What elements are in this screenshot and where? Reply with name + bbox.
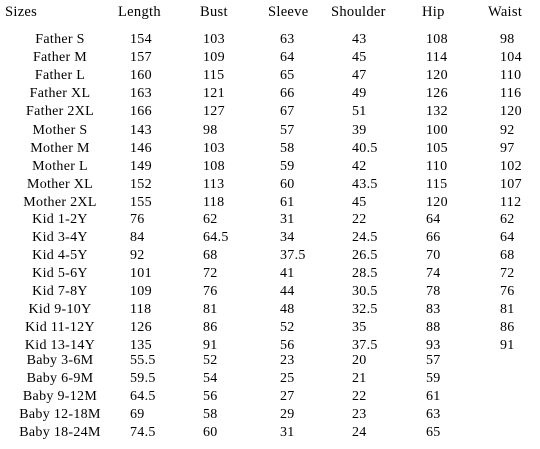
cell-bust: 54 [203,371,218,386]
cell-shoulder: 45 [352,50,367,65]
cell-shoulder: 43 [352,32,367,47]
cell-length: 74.5 [130,425,156,440]
cell-bust: 115 [203,68,225,83]
size-label: Kid 4-5Y [32,248,88,263]
cell-waist: 91 [500,338,515,353]
cell-hip: 105 [426,141,448,156]
cell-shoulder: 35 [352,320,367,335]
cell-bust: 121 [203,86,225,101]
size-label: Mother S [32,123,88,138]
cell-waist: 64 [500,230,515,245]
header-shoulder: Shoulder [331,4,386,20]
cell-sleeve: 63 [280,32,295,47]
cell-sleeve: 29 [280,407,295,422]
cell-sleeve: 25 [280,371,295,386]
cell-shoulder: 45 [352,195,367,210]
cell-length: 64.5 [130,389,156,404]
cell-shoulder: 37.5 [352,338,378,353]
cell-bust: 56 [203,389,218,404]
cell-sleeve: 31 [280,425,295,440]
cell-shoulder: 32.5 [352,302,378,317]
cell-bust: 103 [203,141,225,156]
cell-waist: 104 [500,50,522,65]
header-sleeve: Sleeve [268,4,309,20]
cell-bust: 113 [203,177,225,192]
cell-waist: 107 [500,177,522,192]
size-label: Baby 18-24M [19,425,101,440]
cell-length: 126 [130,320,152,335]
size-label: Kid 9-10Y [28,302,92,317]
size-label: Baby 9-12M [22,389,98,404]
cell-length: 154 [130,32,152,47]
cell-shoulder: 47 [352,68,367,83]
size-label: Kid 13-14Y [24,338,96,353]
cell-shoulder: 24.5 [352,230,378,245]
cell-shoulder: 39 [352,123,367,138]
cell-length: 55.5 [130,353,156,368]
cell-waist: 112 [500,195,522,210]
cell-bust: 76 [203,284,218,299]
size-label: Kid 7-8Y [32,284,88,299]
cell-sleeve: 60 [280,177,295,192]
cell-bust: 103 [203,32,225,47]
cell-hip: 126 [426,86,448,101]
cell-shoulder: 49 [352,86,367,101]
size-label: Father M [32,50,88,65]
cell-waist: 72 [500,266,515,281]
cell-waist: 97 [500,141,515,156]
cell-length: 163 [130,86,152,101]
cell-bust: 86 [203,320,218,335]
cell-waist: 98 [500,32,515,47]
cell-waist: 62 [500,212,515,227]
cell-sleeve: 37.5 [280,248,306,263]
cell-hip: 70 [426,248,441,263]
cell-hip: 57 [426,353,441,368]
size-label: Baby 6-9M [26,371,94,386]
size-label: Father L [34,68,86,83]
cell-sleeve: 66 [280,86,295,101]
cell-length: 92 [130,248,145,263]
cell-hip: 114 [426,50,448,65]
cell-sleeve: 61 [280,195,295,210]
cell-waist: 110 [500,68,522,83]
cell-sleeve: 64 [280,50,295,65]
size-label: Mother M [30,141,90,156]
cell-length: 101 [130,266,152,281]
cell-bust: 91 [203,338,218,353]
cell-bust: 64.5 [203,230,229,245]
cell-sleeve: 44 [280,284,295,299]
cell-sleeve: 52 [280,320,295,335]
cell-hip: 93 [426,338,441,353]
cell-waist: 102 [500,159,522,174]
cell-sleeve: 34 [280,230,295,245]
cell-shoulder: 20 [352,353,367,368]
size-label: Baby 3-6M [26,353,94,368]
size-label: Father 2XL [26,104,94,119]
size-label: Kid 11-12Y [25,320,95,335]
cell-shoulder: 51 [352,104,367,119]
cell-hip: 110 [426,159,448,174]
cell-sleeve: 59 [280,159,295,174]
size-label: Kid 5-6Y [32,266,88,281]
cell-waist: 92 [500,123,515,138]
cell-hip: 59 [426,371,441,386]
cell-shoulder: 30.5 [352,284,378,299]
size-label: Mother 2XL [23,195,97,210]
cell-length: 76 [130,212,145,227]
cell-hip: 120 [426,68,448,83]
size-label: Kid 3-4Y [32,230,88,245]
cell-length: 109 [130,284,152,299]
cell-length: 135 [130,338,152,353]
cell-sleeve: 48 [280,302,295,317]
cell-bust: 62 [203,212,218,227]
cell-bust: 118 [203,195,225,210]
cell-shoulder: 23 [352,407,367,422]
cell-hip: 100 [426,123,448,138]
header-sizes: Sizes [5,4,38,20]
cell-length: 69 [130,407,145,422]
cell-sleeve: 23 [280,353,295,368]
size-label: Baby 12-18M [19,407,101,422]
cell-hip: 61 [426,389,441,404]
cell-shoulder: 40.5 [352,141,378,156]
size-label: Kid 1-2Y [32,212,88,227]
cell-length: 152 [130,177,152,192]
cell-shoulder: 28.5 [352,266,378,281]
cell-waist: 120 [500,104,522,119]
cell-shoulder: 26.5 [352,248,378,263]
cell-length: 84 [130,230,145,245]
cell-shoulder: 42 [352,159,367,174]
cell-bust: 127 [203,104,225,119]
cell-hip: 120 [426,195,448,210]
cell-waist: 81 [500,302,515,317]
cell-sleeve: 27 [280,389,295,404]
cell-bust: 52 [203,353,218,368]
cell-hip: 74 [426,266,441,281]
cell-length: 149 [130,159,152,174]
cell-bust: 109 [203,50,225,65]
cell-bust: 60 [203,425,218,440]
cell-shoulder: 24 [352,425,367,440]
cell-shoulder: 43.5 [352,177,378,192]
cell-bust: 68 [203,248,218,263]
cell-sleeve: 56 [280,338,295,353]
cell-hip: 88 [426,320,441,335]
cell-sleeve: 58 [280,141,295,156]
cell-hip: 66 [426,230,441,245]
cell-length: 118 [130,302,152,317]
cell-hip: 132 [426,104,448,119]
cell-shoulder: 21 [352,371,367,386]
cell-bust: 98 [203,123,218,138]
size-label: Father XL [29,86,91,101]
cell-sleeve: 65 [280,68,295,83]
cell-hip: 108 [426,32,448,47]
cell-sleeve: 67 [280,104,295,119]
cell-waist: 116 [500,86,522,101]
cell-hip: 83 [426,302,441,317]
size-label: Father S [35,32,85,47]
cell-hip: 115 [426,177,448,192]
cell-bust: 58 [203,407,218,422]
cell-bust: 72 [203,266,218,281]
header-bust: Bust [200,4,228,20]
cell-sleeve: 41 [280,266,295,281]
cell-waist: 68 [500,248,515,263]
cell-shoulder: 22 [352,389,367,404]
cell-bust: 108 [203,159,225,174]
cell-waist: 86 [500,320,515,335]
cell-hip: 65 [426,425,441,440]
size-label: Mother L [32,159,88,174]
cell-hip: 78 [426,284,441,299]
cell-length: 59.5 [130,371,156,386]
cell-length: 166 [130,104,152,119]
header-waist: Waist [488,4,523,20]
cell-hip: 63 [426,407,441,422]
cell-sleeve: 31 [280,212,295,227]
cell-length: 160 [130,68,152,83]
header-length: Length [118,4,161,20]
cell-length: 155 [130,195,152,210]
header-hip: Hip [422,4,445,20]
cell-length: 143 [130,123,152,138]
cell-sleeve: 57 [280,123,295,138]
cell-bust: 81 [203,302,218,317]
cell-hip: 64 [426,212,441,227]
cell-length: 157 [130,50,152,65]
cell-length: 146 [130,141,152,156]
cell-shoulder: 22 [352,212,367,227]
cell-waist: 76 [500,284,515,299]
size-label: Mother XL [26,177,94,192]
